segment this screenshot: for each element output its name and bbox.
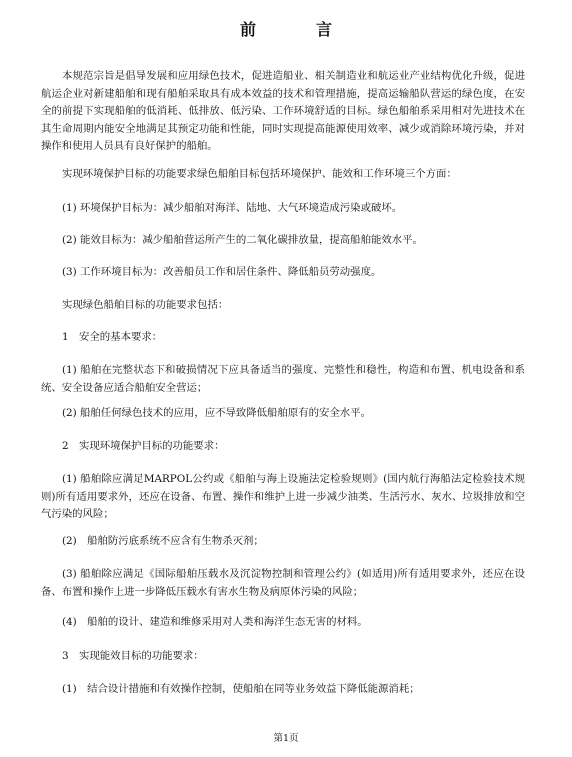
intro-paragraph: 本规范宗旨是倡导发展和应用绿色技术，促进造船业、相关制造业和航运业产业结构优化升级，促进航运企业对新建船舶和现有船舶采取具有成本效益的技术和管理措施，提高运输船队营运的绿色度，在安全的前提下实现船舶的低消耗、低排放、低污染、工作环境舒适的目标。绿色船舶系采用相对先进技术在其生命周期内能安全地满足其预定功能和性能，同时实现提高能源使用效率、减少或消除环境污染，并对操作和使用人员具有良好保护的船舶。 <box>41 70 525 152</box>
paragraph-safety-1: (1) 船舶在完整状态下和破损情况下应具备适当的强度、完整性和稳性，构造和布置、机电设备和系统、安全设备应适合船舶安全营运； <box>41 364 525 394</box>
paragraph-env-goal: (1) 环境保护目标为：减少船舶对海洋、陆地、大气环境造成污染或破坏。 <box>62 202 403 214</box>
section-heading-env: 2 实现环境保护目标的功能要求： <box>62 440 225 452</box>
paragraph-goals-intro: 实现环境保护目标的功能要求绿色船舶目标包括环境保护、能效和工作环境三个方面： <box>62 168 457 180</box>
paragraph-efficiency-goal: (2) 能效目标为：减少船舶营运所产生的二氧化碳排放量，提高船舶能效水平。 <box>62 234 423 246</box>
paragraph-env-4: (4) 船舶的设计、建造和维修采用对人类和海洋生态无害的材料。 <box>62 616 368 628</box>
page-title: 前 言 <box>239 20 354 39</box>
paragraph-safety-2: (2) 船舶任何绿色技术的应用，应不导致降低船舶原有的安全水平。 <box>62 407 371 419</box>
paragraph-env-3: (3) 船舶除应满足《国际船舶压载水及沉淀物控制和管理公约》(如适用)所有适用要求外，还应在设备、布置和操作上进一步降低压载水有害水生物及病原体污染的风险； <box>41 568 525 598</box>
section-heading-efficiency: 3 实现能效目标的功能要求： <box>62 650 204 662</box>
paragraph-env-2: (2) 船舶防污底系统不应含有生物杀灭剂； <box>62 535 264 547</box>
paragraph-efficiency-1: (1) 结合设计措施和有效操作控制，使船舶在同等业务效益下降低能源消耗； <box>62 683 420 695</box>
section-heading-safety: 1 安全的基本要求： <box>62 331 163 343</box>
paragraph-env-1: (1) 船舶除应满足MARPOL公约或《船舶与海上设施法定检验规则》(国内航行海船法定检验技术规则)所有适用要求外，还应在设备、布置、操作和维护上进一步减少油类、生活污水、灰水、垃圾排放和空气污染的风险； <box>41 473 525 520</box>
page-number: 第1页 <box>273 733 299 744</box>
paragraph-workenv-goal: (3) 工作环境目标为：改善船员工作和居住条件、降低船员劳动强度。 <box>62 266 382 278</box>
paragraph-functional-reqs: 实现绿色船舶目标的功能要求包括： <box>62 299 229 311</box>
